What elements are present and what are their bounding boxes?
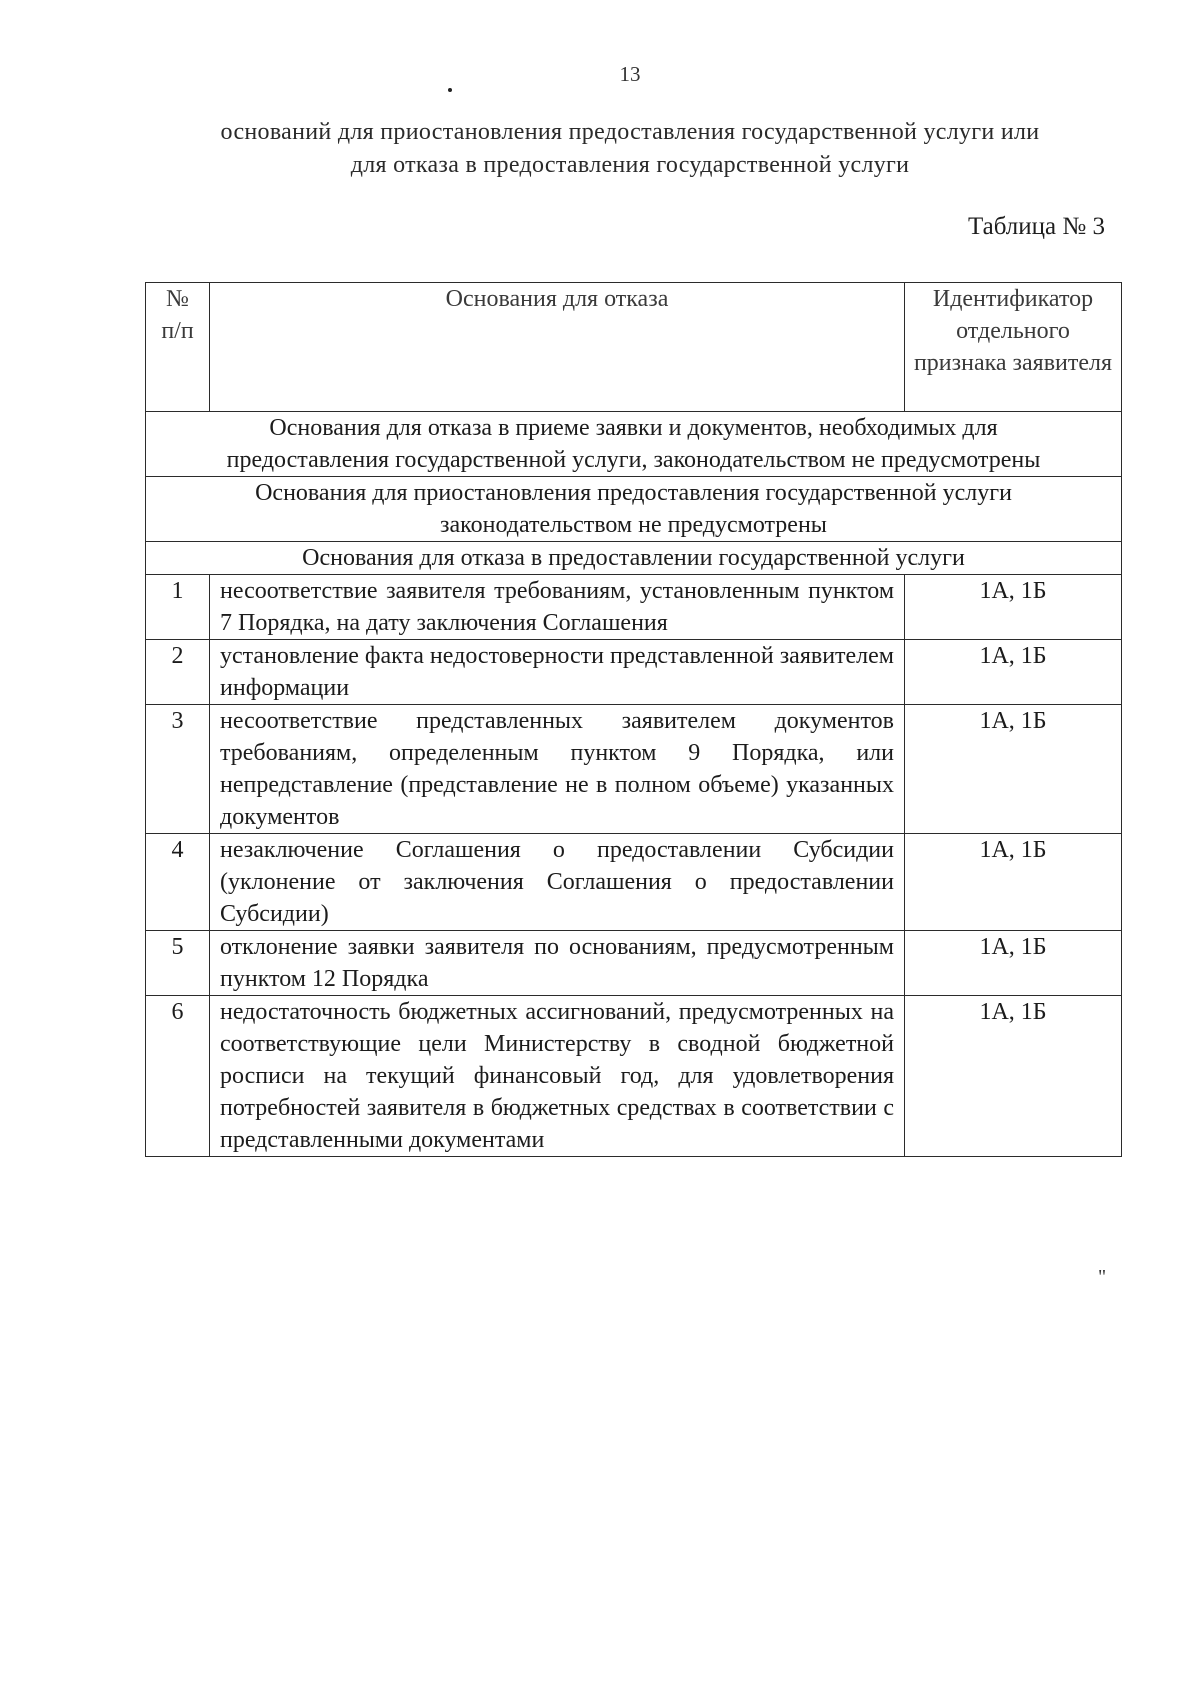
- row-reason: недостаточность бюджетных ассигнований, предусмотренных на соответствующие цели Министерству в сводной бюджетной росписи на текущий финансовый год, для удовлетворения потребностей заявителя в бюджетных средствах в соответствии с представленными документами: [210, 996, 905, 1157]
- row-number: 3: [146, 705, 210, 834]
- header-reason: Основания для отказа: [210, 283, 905, 412]
- section-row: [146, 477, 1122, 542]
- row-reason: несоответствие заявителя требованиям, установленным пунктом 7 Порядка, на дату заключения Соглашения: [210, 575, 905, 640]
- closing-quote-mark: ": [1098, 1266, 1107, 1288]
- row-number: 6: [146, 996, 210, 1157]
- row-number: 2: [146, 640, 210, 705]
- section-row-suspension: Основания для приостановления предоставления государственной услуги законодательством не предусмотрены: [146, 477, 1122, 542]
- table-row: [146, 931, 1122, 996]
- table-row: [146, 640, 1122, 705]
- table-row: [146, 705, 1122, 834]
- row-identifier: 1А, 1Б: [905, 834, 1122, 931]
- row-reason: установление факта недостоверности представленной заявителем информации: [210, 640, 905, 705]
- table-row: [146, 834, 1122, 931]
- row-number: 5: [146, 931, 210, 996]
- heading-line-1: оснований для приостановления предоставления государственной услуги или: [220, 119, 1040, 145]
- header-number-sign: №: [166, 286, 189, 312]
- row-identifier: 1А, 1Б: [905, 705, 1122, 834]
- row-number: 4: [146, 834, 210, 931]
- section-row: [146, 542, 1122, 575]
- row-reason: отклонение заявки заявителя по основаниям, предусмотренным пунктом 12 Порядка: [210, 931, 905, 996]
- heading-line-2: для отказа в предоставления государственной услуги: [350, 152, 910, 178]
- table-row: [146, 575, 1122, 640]
- row-identifier: 1А, 1Б: [905, 931, 1122, 996]
- row-identifier: 1А, 1Б: [905, 575, 1122, 640]
- section-row: [146, 412, 1122, 477]
- refusal-grounds-table: [145, 282, 1122, 1157]
- section-row-refusal: Основания для отказа в предоставлении государственной услуги: [146, 542, 1122, 575]
- document-heading: [140, 116, 1120, 182]
- header-identifier: Идентификатор отдельного признака заявителя: [905, 283, 1122, 412]
- row-number: 1: [146, 575, 210, 640]
- row-reason: несоответствие представленных заявителем документов требованиям, определенным пунктом 9 Порядка, или непредставление (представление не в полном объеме) указанных документов: [210, 705, 905, 834]
- page-number: 13: [619, 62, 641, 86]
- section-row-reception: Основания для отказа в приеме заявки и документов, необходимых для предоставления государственной услуги, законодательством не предусмотрены: [146, 412, 1122, 477]
- table-label: Таблица № 3: [967, 213, 1105, 240]
- row-identifier: 1А, 1Б: [905, 996, 1122, 1157]
- row-identifier: 1А, 1Б: [905, 640, 1122, 705]
- header-number: [146, 283, 210, 412]
- row-reason: незаключение Соглашения о предоставлении Субсидии (уклонение от заключения Соглашения о предоставлении Субсидии): [210, 834, 905, 931]
- scan-artifact-dot: [448, 88, 452, 92]
- table-row: [146, 996, 1122, 1157]
- header-number-pp: п/п: [161, 318, 194, 344]
- table-header-row: [146, 283, 1122, 412]
